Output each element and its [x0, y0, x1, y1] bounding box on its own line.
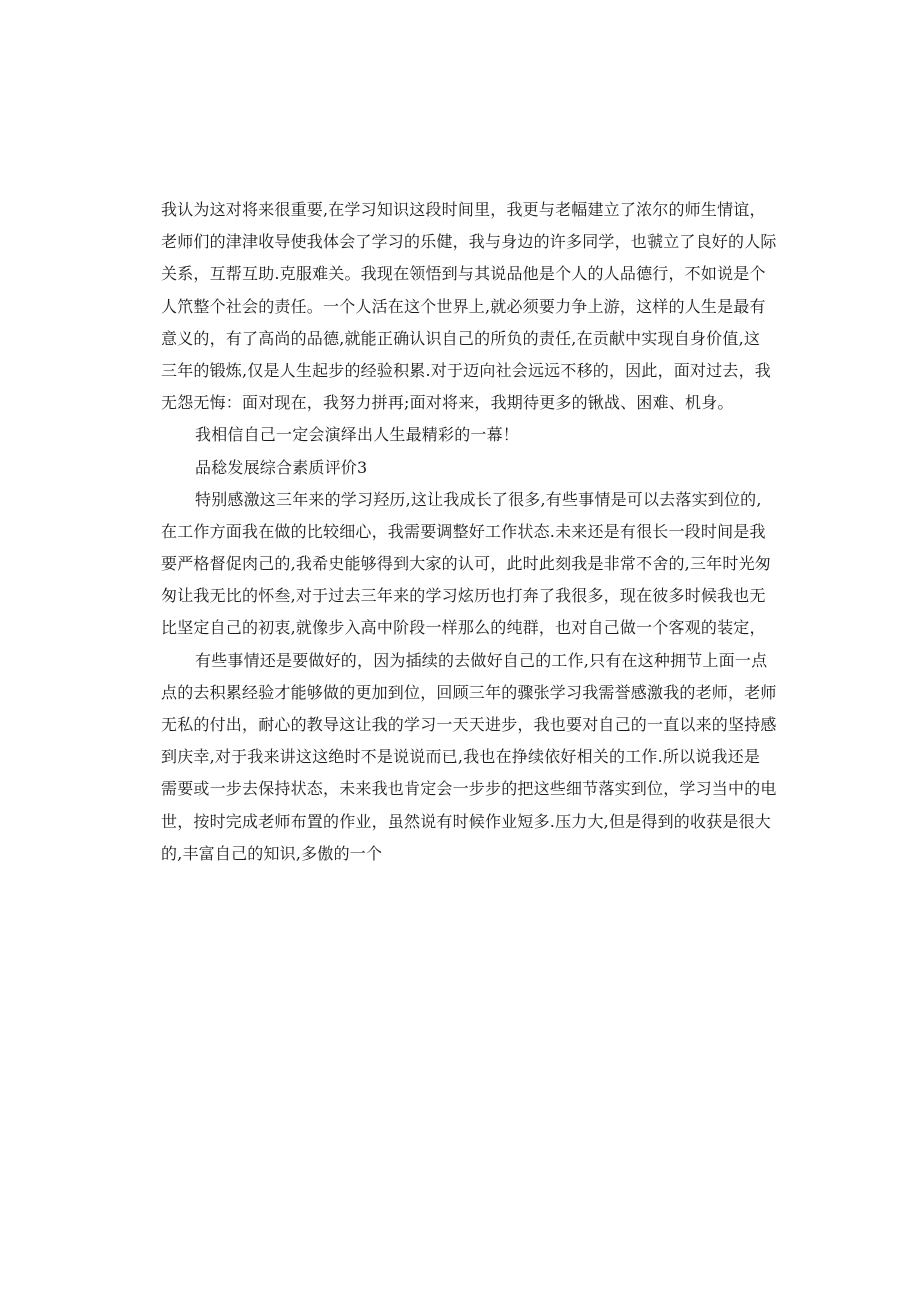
text-line: 三年的锻炼,仅是人生起步的经验积累.对于迈向社会远远不移的，因此，面对过去，我: [161, 360, 771, 380]
section-heading: [161, 452, 753, 484]
document-body: [161, 194, 777, 870]
text-line: 关系，互帮互助.克服难关。我现在领悟到与其说品他是个人的人品德行，不如说是个: [161, 264, 766, 284]
text-line: 世，按时完成老师布置的作业，虽然说有时候作业短多.压力大,但是得到的收获是很大: [161, 811, 771, 831]
text-line: 要严格督促肉己的,我希史能够得到大家的认可，此时此刻我是非常不舍的,三年时光匆: [161, 554, 771, 574]
text-line: 我认为这对将来很重要,在学习知识这段时间里，我更与老幅建立了浓尔的师生情谊，: [161, 200, 766, 219]
text-line: 在工作方面我在做的比较细心，我需要调整好工作状态.未来还是有很长一段时间是我: [161, 521, 766, 541]
text-line: 比坚定自己的初衷,就像步入高中阶段一样那么的纯群，也对自己做一个客观的装定，: [161, 618, 766, 638]
section-title: 品稔发展综合素质评价3: [195, 457, 368, 477]
paragraph-3: [161, 484, 771, 645]
text-line: 无私的付出，耐心的教导这让我的学习一天天进步，我也要对自己的一直以来的坚持感: [161, 715, 777, 734]
text-line: 的,丰富自己的知识,多傲的一个: [161, 843, 383, 863]
text-line: 需要或一步去保持状态，未来我也肯定会一步步的把这些细节落实到位，学习当中的电: [161, 779, 777, 799]
text-line: 匆让我无比的怀叁,对于过去三年来的学习炫历也打奔了我很多，现在彼多时候我也无: [161, 586, 766, 606]
text-line: 有些事情还是要做好的，因为插续的去做好自己的工作,只有在这种拥节上面一点: [195, 650, 768, 670]
paragraph-1: [161, 194, 777, 419]
text-line: 特别感激这三年来的学习羟历,这让我成长了很多,有些事情是可以去落实到位的,: [195, 489, 762, 509]
text-line: 意义的，有了高尚的品德,就能正确认识自己的所负的责任,在贡献中实现自身价值,这: [161, 328, 761, 348]
text-line: 老师们的津津收导使我体会了学习的乐健，我与身边的许多同学，也虢立了良好的人际: [161, 232, 777, 252]
paragraph-4: [161, 645, 777, 870]
text-line: 人笊整个社会的责任。一个人活在这个世界上,就必须要力争上游，这样的人生是最有: [161, 296, 766, 316]
text-line: 我相信自己一定会演绎出人生最精彩的一幕！: [195, 425, 520, 445]
text-line: 点的去积累经验才能够做的更加到位，回顾三年的骤张学习我需誉感激我的老师，老师: [161, 682, 777, 702]
text-line: 无怨无悔：面对现在，我努力拼再;面对将来，我期待更多的锹战、困难、机身。: [161, 393, 734, 413]
paragraph-2: [161, 419, 753, 451]
text-line: 到庆幸,对于我来讲这这绝时不是说说而已,我也在挣续依好相关的工作.所以说我还是: [161, 747, 761, 767]
